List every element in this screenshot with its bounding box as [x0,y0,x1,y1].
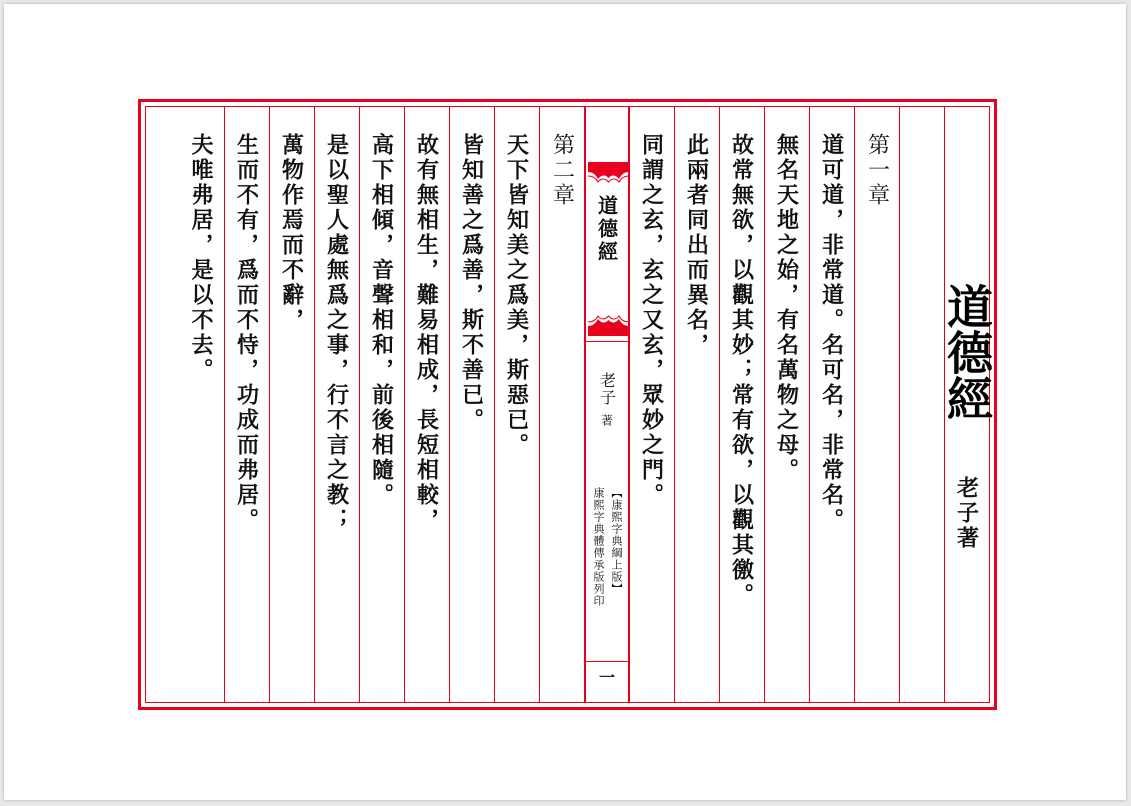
text-column [269,107,314,702]
fold-title: 道德經 [594,195,619,264]
book-author: 老子著 [953,476,980,551]
text-column [494,107,539,702]
text-column [854,107,899,702]
column-text: 夫唯弗居，是以不去。 [188,133,214,383]
column-text: 此兩者同出而異名， [683,133,710,358]
text-column [899,107,944,702]
edition-note [590,487,624,607]
page-inner-border [145,106,994,703]
title-column [940,107,994,702]
text-column [719,107,764,702]
fold-author-suffix: 著 [599,414,614,427]
text-column [629,107,674,702]
column-text: 高下相傾，音聲相和，前後相隨。 [368,133,395,508]
column-text: 天下皆知美之爲美，斯惡已。 [503,133,530,458]
page-number: 一 [598,668,615,687]
page-frame [138,99,997,710]
text-column [359,107,404,702]
column-text: 萬物作焉而不辭， [278,133,305,333]
text-column [179,107,224,702]
fold-bottom-divider [586,661,628,662]
fold-divider [586,341,628,342]
column-text: 生而不有，爲而不恃，功成而弗居。 [233,133,260,533]
text-column [404,107,449,702]
column-text: 同謂之玄，玄之又玄，眾妙之門。 [638,133,665,508]
text-column [224,107,269,702]
edition-note-line1: 【康熙字典綱上版】 [610,487,623,595]
book-title: 道德經 [940,283,994,421]
text-columns [146,107,994,702]
page-sheet [4,4,1126,800]
text-column [674,107,719,702]
text-column [314,107,359,702]
text-column [449,107,494,702]
column-text: 皆知善之爲善，斯不善已。 [458,133,485,433]
center-fold [584,107,629,702]
upper-fishtail-ornament [588,162,629,184]
chapter-heading: 第一章 [864,133,890,208]
column-text: 道可道，非常道。名可名，非常名。 [818,133,845,533]
column-text: 無名天地之始，有名萬物之母。 [773,133,800,483]
column-text: 故有無相生，難易相成，長短相較， [413,133,440,533]
chapter-heading: 第二章 [549,133,575,208]
text-column [539,107,584,702]
column-text: 故常無欲，以觀其妙；常有欲，以觀其徼。 [728,133,755,608]
text-column [764,107,809,702]
column-text: 是以聖人處無爲之事，行不言之教； [323,133,350,533]
fold-author: 老子 [597,372,617,406]
lower-fishtail-ornament [588,314,629,336]
text-column [809,107,854,702]
edition-note-line2: 康熙字典體傳承版列印 [592,487,605,607]
